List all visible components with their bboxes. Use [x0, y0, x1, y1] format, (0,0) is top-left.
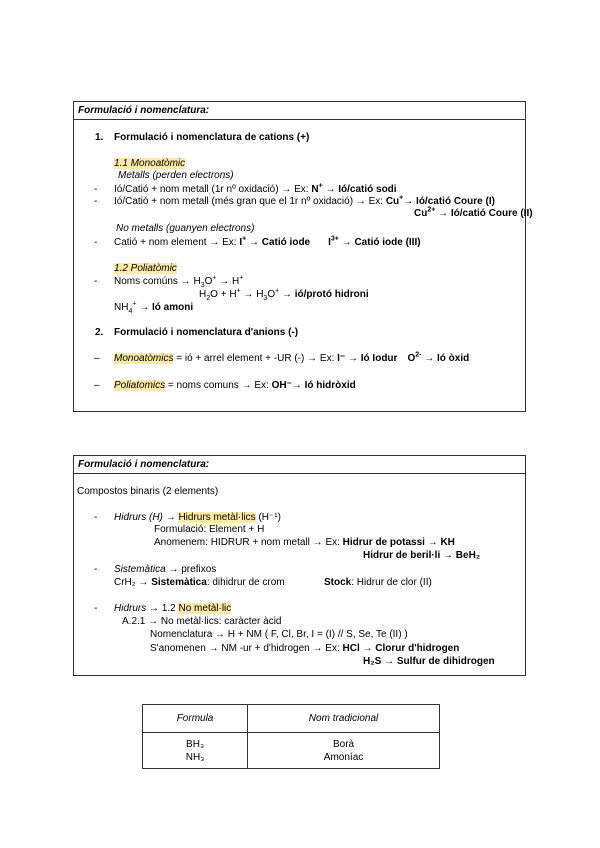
- bullet: -: [94, 512, 98, 523]
- nometalls-label: No metalls (guanyen electrons): [116, 223, 255, 234]
- hidrurs-metallics-line: Hidrurs (H) → Hidrurs metàl·lics (H⁻¹): [114, 512, 281, 523]
- formula-cell: [143, 733, 248, 769]
- sistematica-line: Sistemàtica → prefixos: [114, 564, 217, 575]
- bullet: -: [94, 603, 98, 614]
- poliatomic-rule-3: $NH_4^+$ → Ió amoni: [114, 300, 194, 315]
- formulacio-line: Formulació: Element + H: [154, 524, 265, 535]
- anomenem-example-2: Hidrur de beril·li → BeH₂: [363, 550, 481, 561]
- metall-rule-3: $Cu^{2+}$ → Ió/catió Coure (II): [414, 206, 533, 219]
- section1-number: 1.: [95, 132, 104, 143]
- a21-line: A.2.1 → No metàl·lics: caràcter àcid: [122, 616, 282, 627]
- subsection-poliatomic: 1.2 Poliatòmic: [114, 263, 177, 274]
- bullet: –: [94, 380, 100, 391]
- poliatomic-rule-1: Noms comúns → $H_3O^+ \to H^+$: [114, 274, 244, 289]
- crh2-example: CrH₂ → Sistemàtica: dihidrur de crom: [114, 577, 285, 588]
- anomenem-line: Anomenem: HIDRUR + nom metall → Ex: Hidrur de potassi → KH: [154, 537, 455, 548]
- column-header: Formula: [143, 705, 248, 733]
- formula-value: BH₃: [186, 738, 205, 750]
- box2-header: Formulació i nomenclatura:: [74, 456, 525, 474]
- section2-number: 2.: [95, 327, 104, 338]
- formula-value: NH₃: [185, 751, 205, 763]
- column-header: Nom tradicional: [248, 705, 440, 733]
- section1-title: Formulació i nomenclatura de cations (+): [114, 132, 310, 143]
- section2-title: Formulació i nomenclatura d'anions (-): [114, 327, 299, 338]
- metall-rule-1: Ió/Catió + nom metall (1r nº oxidació) → Ex: N+ → Ió/catió sodi: [114, 182, 397, 195]
- sanomenen-example-2: H₂S → Sulfur de dihidrogen: [363, 656, 495, 667]
- bullet: –: [94, 353, 100, 364]
- nometall-rule: Catió + nom element → Ex: I+ → Catió iode $I^{3+}$ → Catió iode (III): [114, 235, 421, 248]
- bullet: -: [94, 564, 98, 575]
- name-value: Amoníac: [323, 751, 364, 763]
- name-value: Borà: [332, 738, 355, 750]
- sanomenen-line: S'anomenen → NM -ur + d'hidrogen → Ex: HCl → Clorur d'hidrogen: [150, 643, 460, 654]
- box1-header: Formulació i nomenclatura:: [74, 102, 525, 120]
- nomenclatura-line: Nomenclatura → H + NM ( F, Cl, Br, I = (I) // S, Se, Te (II) ): [150, 629, 408, 640]
- poliatomic-rule-2: $H_2O + H^+ \to H_3O^+$ → ió/protó hidroni: [199, 287, 369, 302]
- hidrurs-nometallic-line: Hidrurs → 1.2 No metàl·lic: [114, 603, 232, 614]
- bullet: -: [94, 237, 98, 248]
- cations-anions-box: [73, 101, 526, 412]
- binary-intro: Compostos binaris (2 elements): [77, 486, 219, 497]
- bullet: -: [94, 184, 98, 195]
- bullet: -: [94, 196, 98, 207]
- anion-poliatomic-rule: Poliatomics = noms comuns → Ex: OH⁻→ Ió hidròxid: [114, 380, 356, 391]
- bullet: -: [94, 276, 98, 287]
- stock-example: Stock: Hidrur de clor (II): [324, 577, 432, 588]
- metalls-label: Metalls (perden electrons): [118, 170, 234, 181]
- subsection-monoatomic: 1.1 Monoatòmic: [114, 158, 186, 169]
- name-cell: [248, 733, 440, 769]
- formula-table: [142, 704, 440, 769]
- metall-rule-2: Ió/Catió + nom metall (més gran que el 1r nº oxidació) → Ex: Cu+→ Ió/catió Coure (I): [114, 194, 495, 207]
- anion-monoatomic-rule: Monoatòmics = ió + arrel element + -UR (-) → Ex: I⁻ → Ió Iodur $O^{2-}$ → Ió òxid: [114, 351, 470, 364]
